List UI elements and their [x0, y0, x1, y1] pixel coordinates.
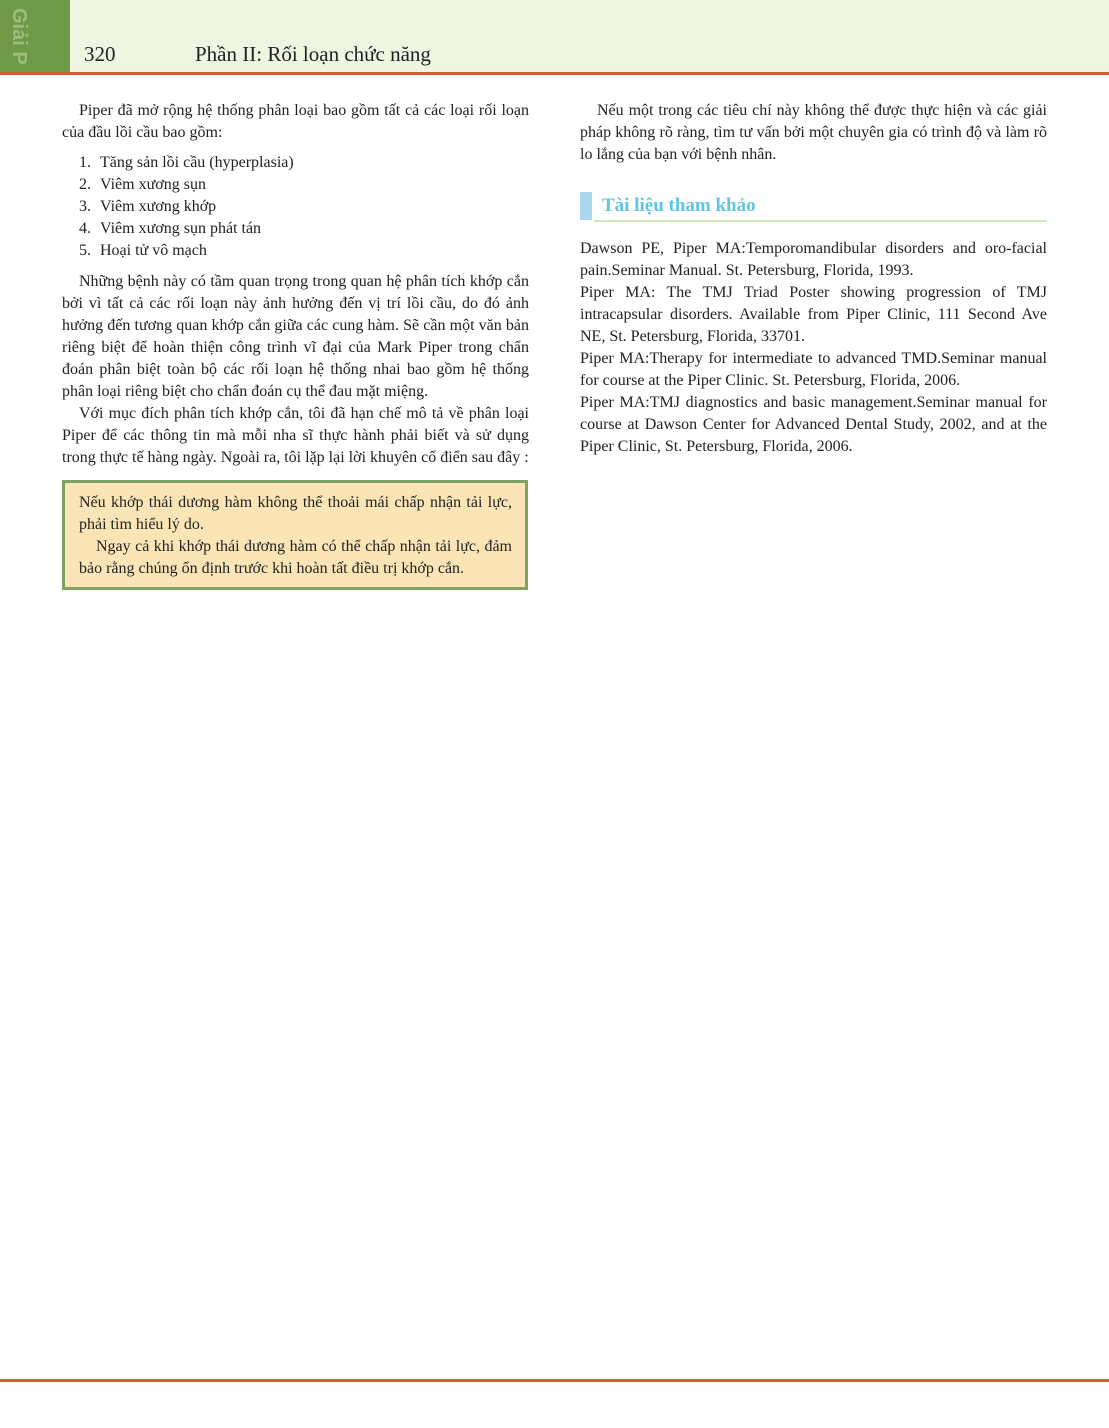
right-column [580, 100, 1047, 458]
references-heading-text: Tài liệu tham khảo [602, 195, 756, 216]
reference-entry: Piper MA:TMJ diagnostics and basic management.Seminar manual for course at Dawson Center for Advanced Dental Study, 2002, and at the Piper Clinic, St. Petersburg, Florida, 2006. [580, 394, 1047, 455]
page-number: 320 [84, 42, 116, 66]
list-item [79, 152, 529, 174]
body-paragraph: Những bệnh này có tầm quan trọng trong quan hệ phân tích khớp cắn bởi vì tất cả các rối loạn này ảnh hưởng đến vị trí lồi cầu, do đó ảnh hưởng đến tương quan khớp cắn giữa các cung hàm. Sẽ cần một văn bản riêng biệt để hoàn thiện công trình vĩ đại của Mark Piper trong chẩn đoán phân biệt toàn bộ các rối loạn hệ thống nhai bao gồm hệ thống phân loại riêng biệt cho chẩn đoán cụ thể đau mặt miệng. [62, 273, 529, 400]
list-item-number: 2. [79, 176, 91, 193]
list-item [79, 196, 529, 218]
list-item-number: 1. [79, 154, 91, 171]
advice-callout-box [62, 480, 528, 590]
disorder-list [79, 152, 529, 262]
reference-list [580, 238, 1047, 458]
heading-underline [594, 220, 1047, 222]
callout-paragraph: Nếu khớp thái dương hàm không thể thoải mái chấp nhận tải lực, phải tìm hiểu lý do. [79, 494, 512, 533]
list-item [79, 218, 529, 240]
list-item-number: 3. [79, 198, 91, 215]
list-item-number: 5. [79, 242, 91, 259]
list-item [79, 174, 529, 196]
list-item-text: Viêm xương khớp [100, 198, 217, 215]
running-head: Phần II: Rối loạn chức năng [195, 42, 431, 66]
reference-entry: Piper MA: The TMJ Triad Poster showing progression of TMJ intracapsular disorders. Available from Piper Clinic, 111 Second Ave NE, St. Petersburg, Florida, 33701. [580, 284, 1047, 345]
list-item-text: Viêm xương sụn phát tán [100, 220, 262, 237]
list-item-text: Viêm xương sụn [100, 176, 206, 193]
intro-paragraph: Piper đã mở rộng hệ thống phân loại bao gồm tất cả các loại rối loạn của đầu lồi cầu bao gồm: [62, 102, 529, 141]
body-paragraph: Với mục đích phân tích khớp cắn, tôi đã hạn chế mô tả về phân loại Piper để các thông tin mà mỗi nha sĩ thực hành phải biết và sử dụng trong thực tế hàng ngày. Ngoài ra, tôi lặp lại lời khuyên cổ điển sau đây : [62, 405, 529, 466]
body-paragraph: Nếu một trong các tiêu chí này không thể được thực hiện và các giải pháp không rõ ràng, tìm tư vấn bởi một chuyên gia có trình độ và làm rõ lo lắng của bạn với bệnh nhân. [580, 102, 1047, 163]
chapter-side-tab [0, 0, 70, 74]
left-column [62, 100, 529, 590]
heading-accent-bar [580, 192, 592, 220]
callout-paragraph: Ngay cả khi khớp thái dương hàm có thể chấp nhận tải lực, đảm bảo rằng chúng ổn định trước khi hoàn tất điều trị khớp cắn. [79, 538, 512, 577]
page-header [0, 0, 1109, 72]
side-tab-label: Giải P [8, 8, 30, 65]
list-item-number: 4. [79, 220, 91, 237]
header-rule [0, 72, 1109, 75]
list-item [79, 240, 529, 262]
references-heading [580, 192, 1047, 222]
reference-entry: Dawson PE, Piper MA:Temporomandibular disorders and oro-facial pain.Seminar Manual. St. Petersburg, Florida, 1993. [580, 240, 1047, 279]
list-item-text: Tăng sản lồi cầu (hyperplasia) [100, 154, 294, 171]
reference-entry: Piper MA:Therapy for intermediate to advanced TMD.Seminar manual for course at the Piper Clinic. St. Petersburg, Florida, 2006. [580, 350, 1047, 389]
list-item-text: Hoại tử vô mạch [100, 242, 207, 259]
footer-rule [0, 1379, 1109, 1382]
